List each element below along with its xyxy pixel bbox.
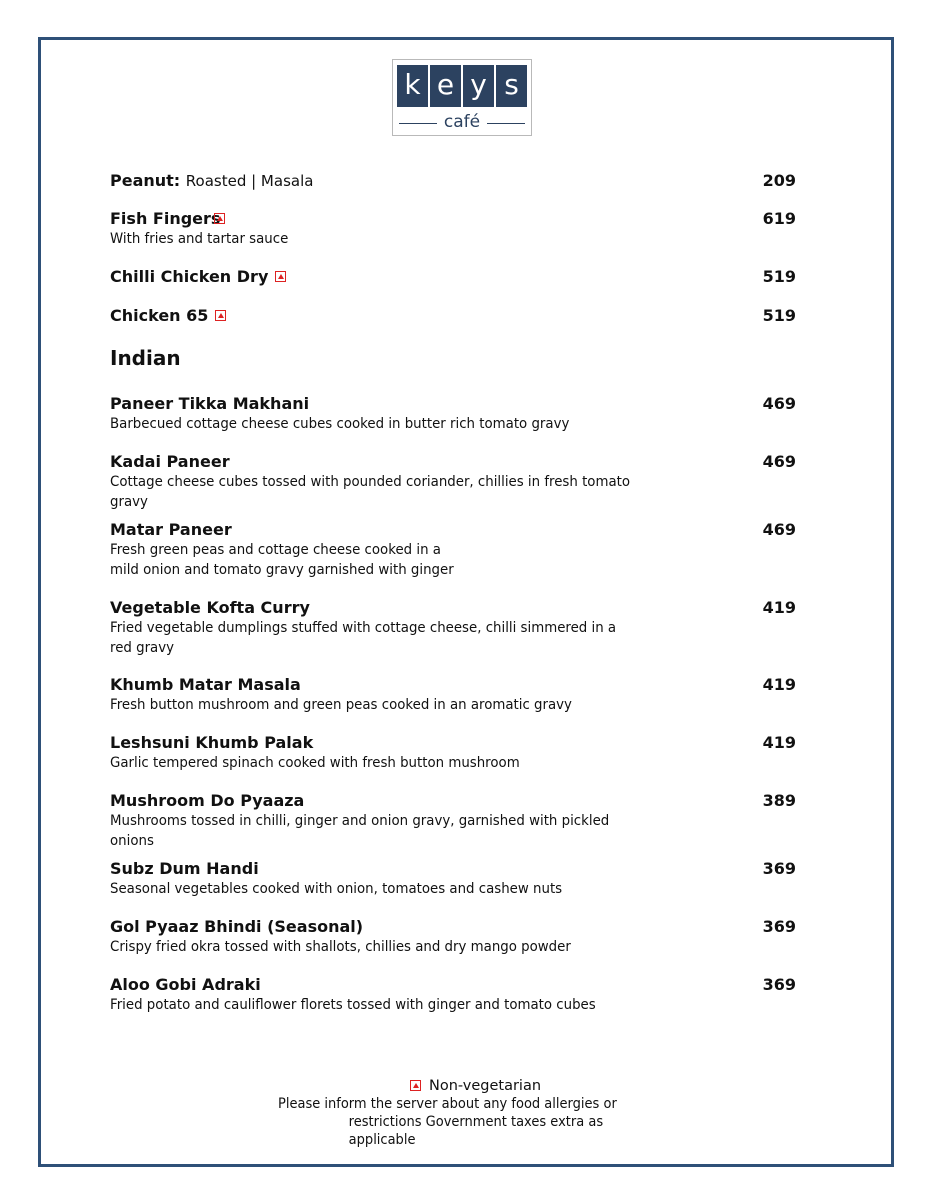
menu-item: [110, 791, 800, 851]
item-price: 519: [762, 306, 796, 325]
menu-item: [110, 917, 800, 957]
item-price: 419: [762, 675, 796, 694]
item-description: With fries and tartar sauce: [110, 231, 289, 247]
keys-cafe-logo: [392, 59, 532, 136]
item-description: Fried vegetable dumplings stuffed with cottage cheese, chilli simmered in a: [110, 620, 617, 636]
item-price: 389: [762, 791, 796, 810]
logo-letter: e: [430, 65, 461, 107]
item-name: Chilli Chicken Dry: [110, 267, 269, 286]
note-line: applicable: [348, 1132, 416, 1148]
item-name: Gol Pyaaz Bhindi (Seasonal): [110, 917, 364, 936]
item-description: Seasonal vegetables cooked with onion, tomatoes and cashew nuts: [110, 881, 563, 897]
logo-letter: k: [397, 65, 428, 107]
item-name: Aloo Gobi Adraki: [110, 975, 261, 994]
legend-label: Non-vegetarian: [429, 1078, 542, 1094]
logo-letter: s: [496, 65, 527, 107]
item-price: 619: [762, 209, 796, 228]
menu-item: [110, 598, 800, 658]
item-description: Barbecued cottage cheese cubes cooked in butter rich tomato gravy: [110, 416, 570, 432]
item-description: Garlic tempered spinach cooked with fresh button mushroom: [110, 755, 520, 771]
menu-item: [110, 394, 800, 434]
non-veg-icon: [215, 310, 226, 321]
item-name: Paneer Tikka Makhani: [110, 394, 310, 413]
section-title: Indian: [110, 346, 181, 370]
item-detail: Roasted | Masala: [185, 172, 314, 190]
menu-item-fish-fingers: [110, 209, 800, 249]
item-description: Cottage cheese cubes tossed with pounded coriander, chillies in fresh tomato: [110, 474, 631, 490]
item-name: Chicken 65: [110, 306, 209, 325]
item-description: gravy: [110, 494, 148, 510]
item-description: red gravy: [110, 640, 175, 656]
non-veg-legend: [410, 1077, 541, 1095]
item-description: Fresh green peas and cottage cheese cooked in a: [110, 542, 441, 558]
item-description: Fried potato and cauliflower florets tossed with ginger and tomato cubes: [110, 997, 596, 1013]
item-price: 369: [762, 975, 796, 994]
menu-item: [110, 859, 800, 899]
item-description: Crispy fried okra tossed with shallots, chillies and dry mango powder: [110, 939, 571, 955]
item-description: Mushrooms tossed in chilli, ginger and onion gravy, garnished with pickled: [110, 813, 610, 829]
non-veg-icon: [275, 271, 286, 282]
note-line: restrictions Government taxes extra as: [348, 1114, 604, 1130]
item-price: 419: [762, 733, 796, 752]
item-description: Fresh button mushroom and green peas cooked in an aromatic gravy: [110, 697, 572, 713]
item-price: 419: [762, 598, 796, 617]
item-description: onions: [110, 833, 154, 849]
item-name: Peanut:: [110, 171, 181, 190]
item-name: Subz Dum Handi: [110, 859, 259, 878]
item-name: Vegetable Kofta Curry: [110, 598, 310, 617]
item-price: 469: [762, 394, 796, 413]
non-veg-icon: [214, 213, 225, 224]
menu-item-chicken-65: [110, 306, 800, 326]
item-name: Kadai Paneer: [110, 452, 230, 471]
item-price: 469: [762, 452, 796, 471]
item-description: mild onion and tomato gravy garnished with ginger: [110, 562, 454, 578]
menu-item-chilli-chicken-dry: [110, 267, 800, 287]
logo-letter: y: [463, 65, 494, 107]
item-name: Khumb Matar Masala: [110, 675, 301, 694]
menu-item: [110, 520, 800, 580]
non-veg-icon: [410, 1080, 421, 1091]
item-price: 369: [762, 859, 796, 878]
menu-item: [110, 675, 800, 715]
item-name: Matar Paneer: [110, 520, 232, 539]
item-name: Leshsuni Khumb Palak: [110, 733, 314, 752]
item-price: 519: [762, 267, 796, 286]
menu-item: [110, 452, 800, 512]
allergy-note: [278, 1095, 631, 1149]
item-name: Mushroom Do Pyaaza: [110, 791, 305, 810]
item-price: 369: [762, 917, 796, 936]
menu-item-peanut: [110, 171, 800, 191]
menu-item: [110, 975, 800, 1015]
note-line: Please inform the server about any food allergies or: [278, 1096, 617, 1112]
logo-subtitle: café: [443, 112, 481, 132]
item-name: Fish Fingers: [110, 209, 221, 228]
item-price: 469: [762, 520, 796, 539]
menu-item: [110, 733, 800, 773]
item-price: 209: [762, 171, 796, 190]
